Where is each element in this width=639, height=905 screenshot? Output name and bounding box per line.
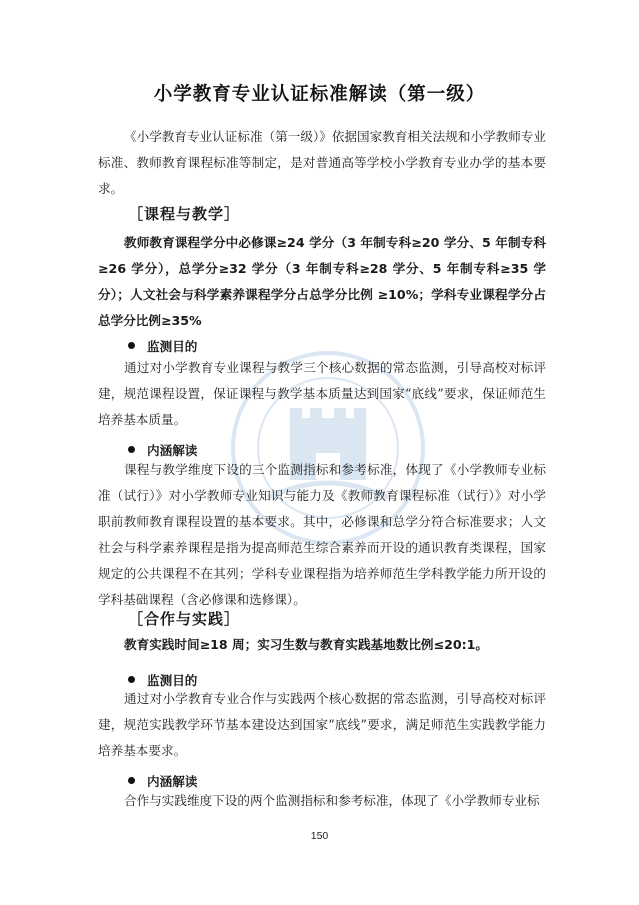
bullet-icon	[128, 777, 135, 784]
bullet-item-label	[128, 336, 197, 355]
item-label-monitoring-purpose-2: 监测目的	[147, 673, 198, 688]
item-text-connotation-2: 合作与实践维度下设的两个监测指标和参考标准，体现了《小学教师专业标	[124, 793, 540, 808]
item-label-monitoring-purpose: 监测目的	[147, 339, 198, 354]
page-number: 150	[310, 830, 329, 842]
bullet-icon	[128, 676, 135, 683]
bullet-icon	[128, 342, 135, 349]
item-text-monitoring-purpose-2: 通过对小学教育专业合作与实践两个核心数据的常态监测，引导高校对标评建，规范实践教学环节基本建设达到国家“底线”要求，满足师范生实践教学能力培养基本要求。	[98, 691, 546, 758]
item-text-monitoring-purpose: 通过对小学教育专业课程与教学三个核心数据的常态监测，引导高校对标评建，规范课程设置，保证课程与教学基本质量达到国家“底线”要求，保证师范生培养基本质量。	[98, 360, 546, 427]
standard-cooperation-practice: 教育实践时间≥18 周；实习生数与教育实践基地数比例≤20:1。	[124, 637, 488, 652]
item-text-connotation: 课程与教学维度下设的三个监测指标和参考标准，体现了《小学教师专业标准（试行）》对小学教师专业知识与能力及《教师教育课程标准（试行）》对小学职前教师教育课程设置的基本要求。其中，必修课和总学分符合标准要求；人文社会与科学素养课程是指为提高师范生综合素养而开设的通识教育类课程，国家规定的公共课程不在其列；学科专业课程指为培养师范生学科教学能力所开设的学科基础课程（含必修课和选修课）。	[98, 462, 546, 607]
item-label-connotation: 内涵解读	[147, 443, 198, 458]
standard-course-teaching: 教师教育课程学分中必修课≥24 学分（3 年制专科≥20 学分、5 年制专科≥26 学分），总学分≥32 学分（3 年制专科≥28 学分、5 年制专科≥35 学分）；人文社会与科学素养课程学分占总学分比例 ≥10%；学科专业课程学分占总学分比例≥35%	[98, 235, 546, 328]
intro-paragraph: 《小学教育专业认证标准（第一级）》依据国家教育相关法规和小学教师专业标准、教师教育课程标准等制定，是对普通高等学校小学教育专业办学的基本要求。	[98, 129, 546, 196]
page-title: 小学教育专业认证标准解读（第一级）	[153, 84, 486, 105]
section-heading-cooperation-practice: ［合作与实践］	[128, 610, 241, 628]
bullet-icon	[128, 446, 135, 453]
section-heading-course-teaching: ［课程与教学］	[128, 205, 241, 223]
item-label-connotation-2: 内涵解读	[147, 774, 198, 789]
